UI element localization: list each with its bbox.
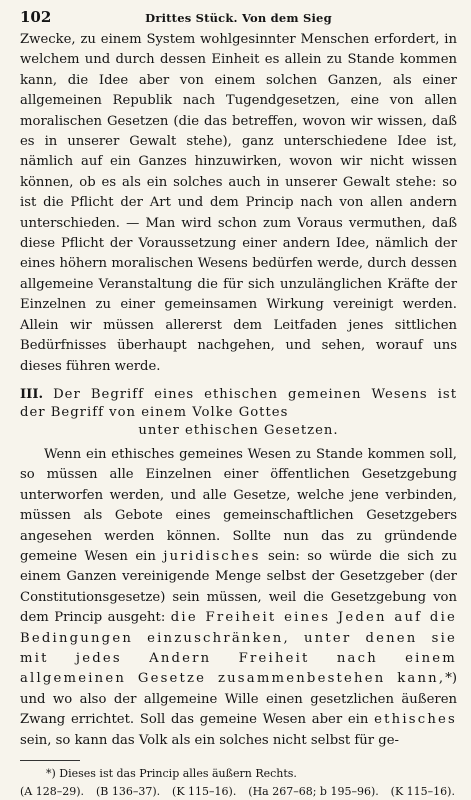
emphasis-principle: die Freiheit eines Jeden auf die Bedingungen einzuschränken, unter denen sie mit jedes Andern Freiheit nach einem allgemeinen Gesetze zusammenbestehen kann,	[20, 610, 457, 687]
paragraph-2-part-4: sein, so kann das Volk als ein solches nicht selbst für ge-	[20, 732, 399, 748]
page-number: 102	[20, 8, 52, 26]
paragraph-1: Zwecke, zu einem System wohlgesinnter Menschen erfordert, in welchem und durch dessen Einheit es allein zu Stande kommen kann, die Idee aber von einem solchen Ganzen, als einer allgemeinen Republik nach Tugendgesetzen, eine von allen moralischen Gesetzen (die das betreffen, wovon wir wissen, daß es in unserer Gewalt stehe), ganz unterschiedene Idee ist, nämlich auf ein Ganzes hinzuwirken, wovon wir nicht wissen können, ob es als ein solches auch in unserer Gewalt stehe: so ist die Pflicht der Art und dem Princip nach von allen andern unterschieden. — Man wird schon zum Voraus vermuthen, daß diese Pflicht der Voraussetzung einer andern Idee, nämlich der eines höhern moralischen Wesens bedürfen werde, durch dessen allgemeine Veranstaltung die für sich unzulänglichen Kräfte der Einzelnen zu einer gemeinsamen Wirkung vereinigt werden. Allein wir müssen allererst dem Leitfaden jenes sittlichen Bedürfnisses überhaupt nachgehen, und sehen, worauf uns dieses führen werde.	[20, 32, 457, 374]
emphasis-ethisches: ethisches	[374, 712, 457, 728]
ref-ha: (Ha 267–68; b 195–96).	[248, 785, 379, 798]
paragraph-2-part-2: sein: so würde die sich zu einem Ganzen vereinigende Menge selbst der Gesetzgeber (der Constitutionsgesetze) sein müssen, weil die Gesetzgebung von dem Princip ausgeht:	[20, 548, 457, 626]
paragraph-2-part-3: *) und wo also der allgemeine Wille einen gesetzlichen äußeren Zwang errichtet. Soll das gemeine Wesen aber ein	[20, 671, 457, 728]
edition-references	[20, 784, 457, 800]
ref-b: (B 136–37).	[95, 785, 161, 798]
ref-k: (K 115–16).	[172, 785, 237, 798]
section-heading	[20, 386, 457, 440]
page-header	[20, 8, 457, 30]
ref-k2: (K 115–16).	[390, 785, 455, 798]
footnote: *) Dieses ist das Princip alles äußern Rechts.	[46, 767, 297, 780]
paragraph-2	[20, 445, 457, 751]
section-numeral: III.	[20, 386, 44, 402]
ref-a: (A 128–29).	[20, 785, 85, 798]
section-heading-text: Der Begriff eines ethischen gemeinen Wesens ist der Begriff von einem Volke Gottes	[20, 386, 457, 420]
section-subheading: unter ethischen Gesetzen.	[138, 422, 339, 438]
paragraph-2-part-1: Wenn ein ethisches gemeines Wesen zu Stande kommen soll, so müssen alle Einzelnen einer öffentlichen Gesetzgebung unterworfen werden, und alle Gesetze, welche jene verbinden, müssen als Gebote eines gemeinschaftlichen Gesetzgebers angesehen werden können. Sollte nun das zu gründende gemeine Wesen ein	[20, 446, 457, 564]
running-head: Drittes Stück. Von dem Sieg	[145, 11, 332, 25]
footnote-rule	[20, 760, 80, 761]
emphasis-juridisches: juridisches	[163, 548, 261, 564]
